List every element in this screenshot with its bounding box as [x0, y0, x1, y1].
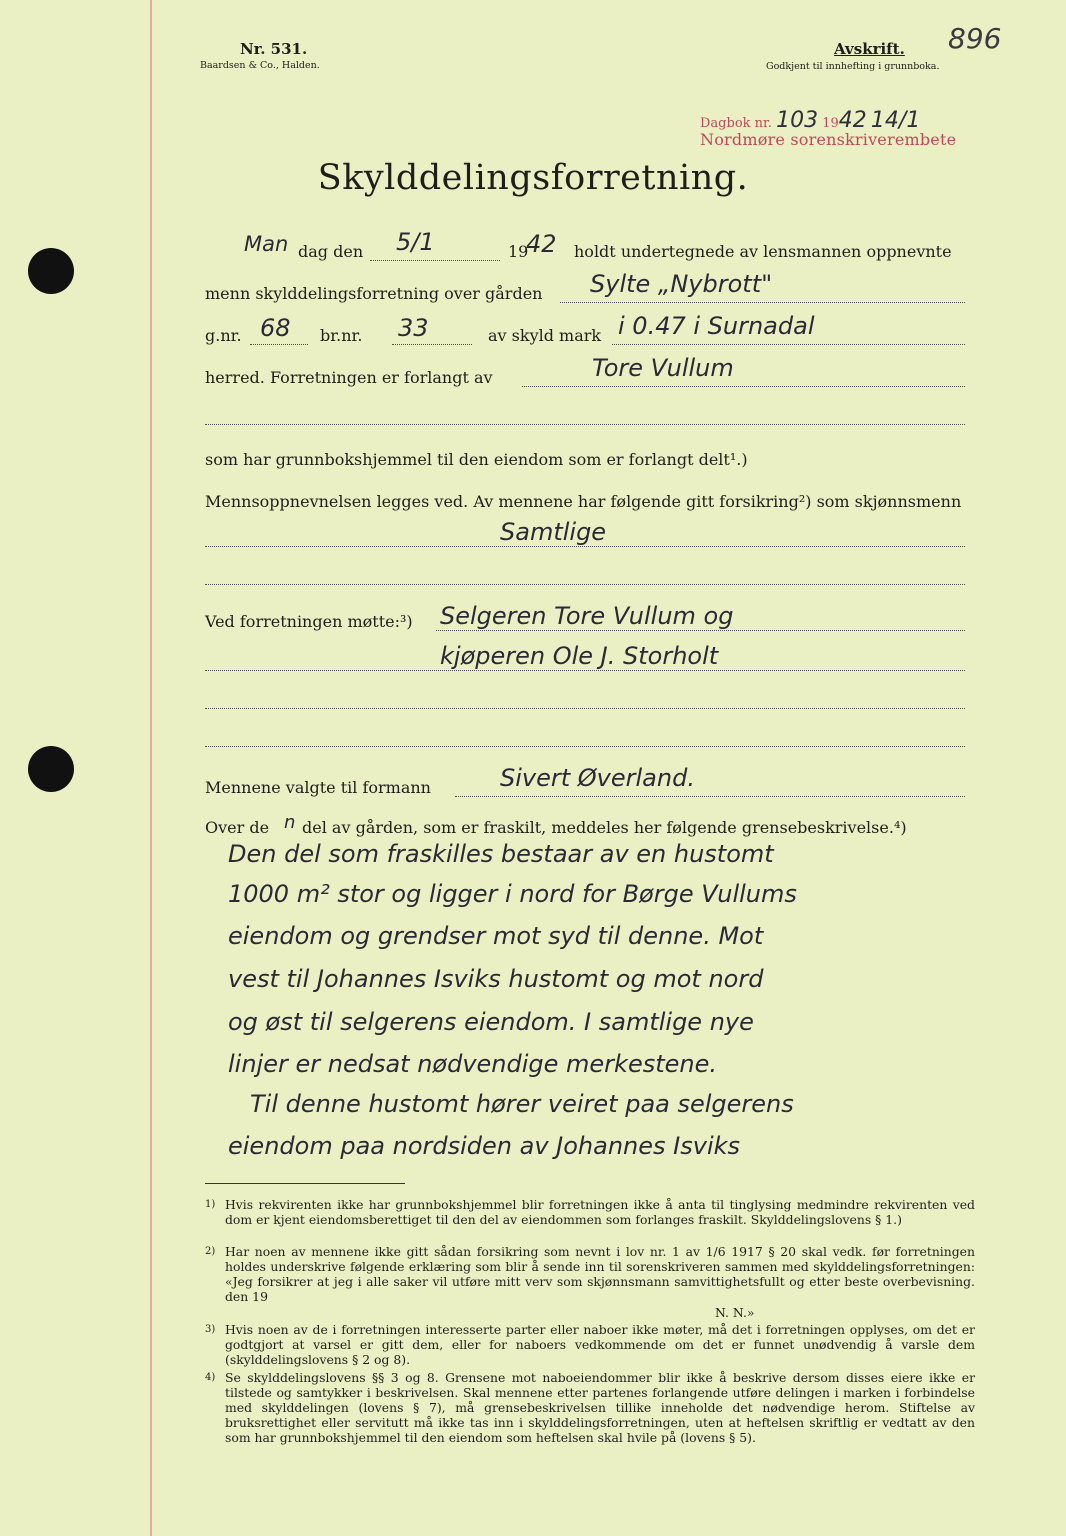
gnr-label: g.nr. — [205, 326, 242, 345]
description-line: Den del som fraskilles bestaar av en hustomt — [228, 840, 774, 868]
hjemmel-text: som har grunnbokshjemmel til den eiendom som er forlangt delt¹.) — [205, 450, 748, 469]
form-number: Nr. 531. — [240, 40, 308, 58]
mote-handwritten-1: Selgeren Tore Vullum og — [440, 602, 734, 630]
footnote-signature — [205, 1305, 975, 1320]
footnote — [205, 1370, 975, 1445]
dotted-line — [205, 708, 965, 709]
over-text: del av gården, som er fraskilt, meddeles her følgende grensebeskrivelse.⁴) — [302, 818, 907, 837]
description-line: 1000 m² stor og ligger i nord for Børge Vullums — [228, 880, 797, 908]
dotted-line — [392, 344, 472, 345]
dotted-line — [250, 344, 308, 345]
footnote-number: 4) — [205, 1372, 216, 1383]
herred-label: herred. Forretningen er forlangt av — [205, 368, 493, 387]
description-line: eiendom paa nordsiden av Johannes Isviks — [228, 1132, 741, 1160]
day-handwritten: Man — [244, 232, 289, 256]
mote-handwritten-2: kjøperen Ole J. Storholt — [440, 642, 719, 670]
punch-hole — [28, 248, 74, 294]
description-line: vest til Johannes Isviks hustomt og mot nord — [228, 965, 764, 993]
dotted-line — [370, 260, 500, 261]
footnote-text: Se skylddelingslovens §§ 3 og 8. Grensene mot naboeiendommer blir ikke å beskrive dersom disses eiere ikke er tilstede og samtykker i beskrivelsen. Skal mennene etter partenes forlangende utføre delingen i marken i forbindelse med skylddelingen (lovens § 7), må grensebeskrivelsen tillike inneholde det nødvendige herom. Stiftelse av bruksrettighet eller servitutt må ikke tas inn i skylddelingsforretningen, uten at heftelsen skriftlig er vedtatt av den som har grunnbokshjemmel til den eiendom som heftelsen skal hvile på (lovens § 5). — [225, 1370, 975, 1445]
dotted-line — [436, 630, 965, 631]
over-prefix: Over de — [205, 818, 270, 837]
formann-label: Mennene valgte til formann — [205, 778, 431, 797]
dotted-line — [205, 584, 965, 585]
formann-handwritten: Sivert Øverland. — [500, 764, 695, 792]
dagbok-label: Dagbok nr. — [700, 116, 772, 131]
footnote-number: 3) — [205, 1324, 216, 1335]
margin-rule — [150, 0, 152, 1536]
approval-note: Godkjent til innhefting i grunnboka. — [766, 61, 940, 72]
dotted-line — [205, 424, 965, 425]
menn-text: Mennsoppnevnelsen legges ved. Av mennene har følgende gitt forsikring²) som skjønnsmenn — [205, 492, 962, 511]
copy-label: Avskrift. — [834, 40, 905, 58]
farm-label: menn skylddelingsforretning over gården — [205, 284, 543, 303]
page-number: 896 — [948, 22, 1002, 55]
footnote — [205, 1322, 975, 1367]
footnote-text: Hvis noen av de i forretningen interesserte parter eller naboer ikke møter, må det i forretningen opplyses, om det er godtgjort at varsel er gitt dem, eller for naboers vedkommende om det er funnet unødvendig å varsle dem (skylddelingslovens § 2 og 8). — [225, 1322, 975, 1367]
footnote — [205, 1244, 975, 1304]
skyld-label: av skyld mark — [488, 326, 602, 345]
forsikring-handwritten: Samtlige — [500, 518, 607, 546]
office-stamp: Nordmøre sorenskriverembete — [700, 130, 957, 149]
description-line: og øst til selgerens eiendom. I samtlige nye — [228, 1008, 754, 1036]
dotted-line — [522, 386, 965, 387]
dotted-line — [205, 746, 965, 747]
over-handwritten: n — [284, 812, 296, 833]
held-text: holdt undertegnede av lensmannen oppnevnte — [574, 242, 952, 261]
year-handwritten: 42 — [526, 230, 557, 258]
dotted-line — [455, 796, 965, 797]
farm-handwritten: Sylte „Nybrott" — [590, 270, 773, 298]
description-line: linjer er nedsat nødvendige merkestene. — [228, 1050, 717, 1078]
dotted-line — [560, 302, 965, 303]
skyld-handwritten: i 0.47 i Surnadal — [618, 312, 815, 340]
requester-handwritten: Tore Vullum — [592, 354, 734, 382]
footnote-rule — [205, 1183, 405, 1184]
footnote-text: Har noen av mennene ikke gitt sådan forsikring som nevnt i lov nr. 1 av 1/6 1917 § 20 skal vedk. før forretningen holdes underskrive følgende erklæring som blir å sende inn til sorenskriveren sammen med skylddelingsforretningen: «Jeg forsikrer at jeg i alle saker vil utføre mitt verv som skjønnsmann samvittighetsfullt og etter beste overbevisning. den 19 — [225, 1244, 975, 1304]
date-handwritten: 5/1 — [396, 228, 435, 256]
bnr-label: br.nr. — [320, 326, 363, 345]
footnote-number: 2) — [205, 1246, 216, 1257]
publisher: Baardsen & Co., Halden. — [200, 60, 320, 71]
bnr-handwritten: 33 — [398, 314, 429, 342]
punch-hole — [28, 746, 74, 792]
description-line: eiendom og grendser mot syd til denne. Mot — [228, 922, 764, 950]
footnote-number: 1) — [205, 1199, 216, 1210]
dagbok-year: 42 — [838, 108, 867, 133]
year-prefix: 19 — [508, 242, 529, 261]
footnote-text: N. N.» — [715, 1305, 755, 1320]
dotted-line — [205, 670, 965, 671]
day-suffix: dag den — [298, 242, 364, 261]
description-line: Til denne hustomt hører veiret paa selgerens — [250, 1090, 794, 1118]
footnote — [205, 1197, 975, 1227]
mote-label: Ved forretningen møtte:³) — [205, 612, 413, 631]
dagbok-date-note: 14/1 — [870, 108, 921, 133]
dagbok-year-prefix: 19 — [822, 116, 839, 131]
dotted-line — [205, 546, 965, 547]
gnr-handwritten: 68 — [260, 314, 291, 342]
dagbok-number: 103 — [776, 108, 819, 133]
document-title: Skylddelingsforretning. — [317, 158, 749, 198]
footnote-text: Hvis rekvirenten ikke har grunnbokshjemmel blir forretningen ikke å anta til tinglysing medmindre rekvirenten ved dom er kjent eiendomsberettiget til den del av eiendommen som forlanges fraskilt. Skylddelingslovens § 1.) — [225, 1197, 975, 1227]
dotted-line — [612, 344, 965, 345]
